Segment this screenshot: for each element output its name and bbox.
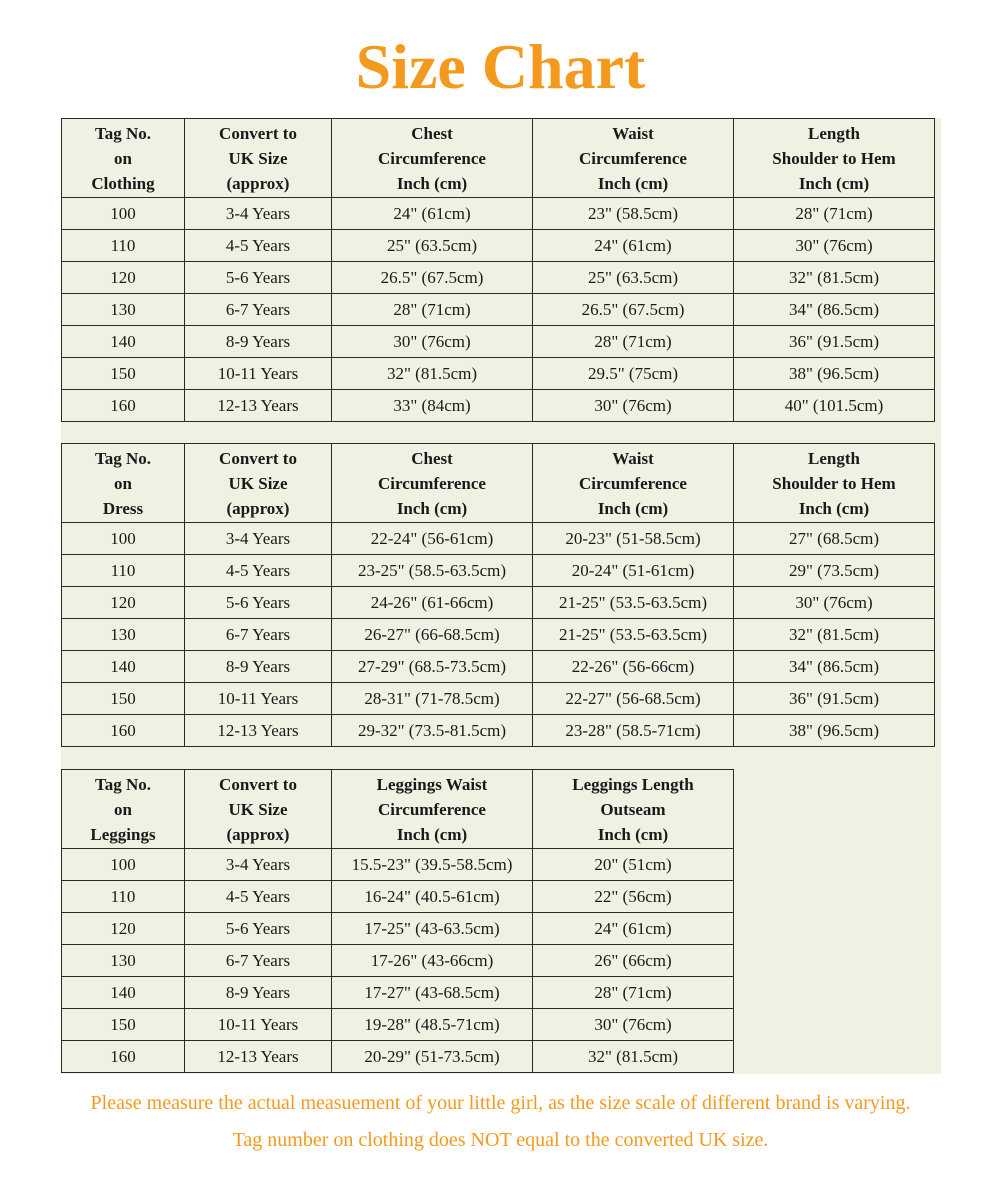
header-cell: [533, 444, 734, 523]
table-cell: 21-25" (53.5-63.5cm): [533, 619, 734, 651]
header-cell: [185, 770, 332, 849]
header-line: Convert to: [219, 774, 297, 794]
table-cell: 160: [62, 715, 185, 747]
table-cell: 26.5" (67.5cm): [332, 262, 533, 294]
header-line: Clothing: [91, 173, 155, 193]
table-row: [62, 390, 935, 422]
header-cell: [734, 119, 935, 198]
header-line: Leggings Length: [572, 774, 694, 794]
header-line: Outseam: [600, 799, 666, 819]
table-cell: 28" (71cm): [734, 198, 935, 230]
header-line: Inch (cm): [798, 173, 870, 193]
header-line: Waist: [612, 123, 654, 143]
table-cell: 8-9 Years: [185, 326, 332, 358]
table-cell: 29.5" (75cm): [533, 358, 734, 390]
header-line: Inch (cm): [597, 824, 669, 844]
table-cell: 21-25" (53.5-63.5cm): [533, 587, 734, 619]
table-cell: 12-13 Years: [185, 715, 332, 747]
table-cell: 140: [62, 651, 185, 683]
table-cell: 23" (58.5cm): [533, 198, 734, 230]
table-cell: 5-6 Years: [185, 913, 332, 945]
header-cell: [332, 119, 533, 198]
table-row: [62, 1041, 734, 1073]
size-table-dress: [61, 443, 935, 747]
table-cell: 17-25" (43-63.5cm): [332, 913, 533, 945]
table-cell: 34" (86.5cm): [734, 651, 935, 683]
header-line: UK Size: [228, 473, 288, 493]
table-row: [62, 651, 935, 683]
table-cell: 40" (101.5cm): [734, 390, 935, 422]
table-cell: 10-11 Years: [185, 1009, 332, 1041]
table-cell: 23-28" (58.5-71cm): [533, 715, 734, 747]
table-cell: 33" (84cm): [332, 390, 533, 422]
table-cell: 130: [62, 619, 185, 651]
header-cell: [62, 119, 185, 198]
table-row: [62, 977, 734, 1009]
table-cell: 3-4 Years: [185, 523, 332, 555]
table-cell: 28" (71cm): [332, 294, 533, 326]
header-line: Inch (cm): [798, 498, 870, 518]
table-header-row: [62, 119, 935, 198]
table-cell: 38" (96.5cm): [734, 358, 935, 390]
header-line: Dress: [102, 498, 144, 518]
header-line: Length: [808, 448, 860, 468]
table-cell: 130: [62, 945, 185, 977]
header-line: Chest: [411, 448, 453, 468]
header-line: Inch (cm): [396, 824, 468, 844]
table-row: [62, 230, 935, 262]
header-line: UK Size: [228, 799, 288, 819]
table-cell: 6-7 Years: [185, 619, 332, 651]
table-cell: 120: [62, 913, 185, 945]
table-row: [62, 849, 734, 881]
table-row: [62, 262, 935, 294]
table-cell: 4-5 Years: [185, 555, 332, 587]
table-cell: 25" (63.5cm): [533, 262, 734, 294]
table-cell: 110: [62, 555, 185, 587]
table-cell: 36" (91.5cm): [734, 683, 935, 715]
table-cell: 150: [62, 683, 185, 715]
table-cell: 32" (81.5cm): [734, 262, 935, 294]
size-table-clothing: [61, 118, 935, 422]
header-cell: [734, 444, 935, 523]
table-cell: 100: [62, 523, 185, 555]
table-cell: 120: [62, 587, 185, 619]
table-row: [62, 945, 734, 977]
header-line: Waist: [612, 448, 654, 468]
table-cell: 24" (61cm): [533, 913, 734, 945]
table-header-row: [62, 444, 935, 523]
table-cell: 23-25" (58.5-63.5cm): [332, 555, 533, 587]
table-cell: 5-6 Years: [185, 262, 332, 294]
header-line: Circumference: [378, 473, 486, 493]
measurement-note: Please measure the actual measuement of your little girl, as the size scale of different brand is varying.: [90, 1092, 911, 1114]
table-cell: 26.5" (67.5cm): [533, 294, 734, 326]
table-cell: 22" (56cm): [533, 881, 734, 913]
table-cell: 20-29" (51-73.5cm): [332, 1041, 533, 1073]
table-cell: 19-28" (48.5-71cm): [332, 1009, 533, 1041]
table-cell: 22-24" (56-61cm): [332, 523, 533, 555]
header-line: Tag No.: [94, 774, 152, 794]
table-row: [62, 326, 935, 358]
header-line: Circumference: [378, 799, 486, 819]
table-cell: 6-7 Years: [185, 294, 332, 326]
table-cell: 20-24" (51-61cm): [533, 555, 734, 587]
table-cell: 160: [62, 390, 185, 422]
table-cell: 30" (76cm): [533, 390, 734, 422]
table-header-row: [62, 770, 734, 849]
header-line: Circumference: [579, 473, 687, 493]
table-row: [62, 198, 935, 230]
table-cell: 15.5-23" (39.5-58.5cm): [332, 849, 533, 881]
table-cell: 22-27" (56-68.5cm): [533, 683, 734, 715]
header-cell: [185, 119, 332, 198]
table-cell: 16-24" (40.5-61cm): [332, 881, 533, 913]
table-cell: 28" (71cm): [533, 977, 734, 1009]
table-cell: 4-5 Years: [185, 881, 332, 913]
table-row: [62, 1009, 734, 1041]
header-line: on: [114, 799, 132, 819]
table-cell: 12-13 Years: [185, 390, 332, 422]
table-row: [62, 587, 935, 619]
table-cell: 22-26" (56-66cm): [533, 651, 734, 683]
table-cell: 29-32" (73.5-81.5cm): [332, 715, 533, 747]
table-row: [62, 555, 935, 587]
header-line: Circumference: [579, 148, 687, 168]
table-cell: 30" (76cm): [734, 230, 935, 262]
table-cell: 36" (91.5cm): [734, 326, 935, 358]
table-cell: 34" (86.5cm): [734, 294, 935, 326]
header-line: Tag No.: [94, 448, 152, 468]
header-line: Inch (cm): [597, 498, 669, 518]
size-table-leggings: [61, 769, 734, 1073]
table-cell: 3-4 Years: [185, 198, 332, 230]
table-cell: 27-29" (68.5-73.5cm): [332, 651, 533, 683]
table-row: [62, 294, 935, 326]
table-row: [62, 715, 935, 747]
header-cell: [185, 444, 332, 523]
table-cell: 32" (81.5cm): [734, 619, 935, 651]
header-line: Inch (cm): [396, 173, 468, 193]
table-cell: 12-13 Years: [185, 1041, 332, 1073]
header-line: Inch (cm): [597, 173, 669, 193]
table-cell: 8-9 Years: [185, 977, 332, 1009]
header-line: on: [114, 473, 132, 493]
header-cell: [533, 770, 734, 849]
header-line: Length: [808, 123, 860, 143]
header-line: Inch (cm): [396, 498, 468, 518]
header-line: on: [114, 148, 132, 168]
table-row: [62, 881, 734, 913]
table-cell: 150: [62, 358, 185, 390]
table-cell: 30" (76cm): [734, 587, 935, 619]
header-cell: [533, 119, 734, 198]
header-cell: [332, 444, 533, 523]
table-cell: 140: [62, 977, 185, 1009]
table-cell: 28-31" (71-78.5cm): [332, 683, 533, 715]
table-cell: 110: [62, 230, 185, 262]
table-cell: 100: [62, 849, 185, 881]
table-row: [62, 683, 935, 715]
header-line: (approx): [226, 498, 290, 518]
header-line: Leggings Waist: [376, 774, 488, 794]
table-cell: 25" (63.5cm): [332, 230, 533, 262]
table-cell: 130: [62, 294, 185, 326]
header-line: Shoulder to Hem: [772, 473, 896, 493]
table-cell: 3-4 Years: [185, 849, 332, 881]
header-line: UK Size: [228, 148, 288, 168]
table-cell: 30" (76cm): [533, 1009, 734, 1041]
header-line: (approx): [226, 824, 290, 844]
table-cell: 110: [62, 881, 185, 913]
table-cell: 20" (51cm): [533, 849, 734, 881]
table-cell: 100: [62, 198, 185, 230]
header-cell: [62, 444, 185, 523]
table-cell: 150: [62, 1009, 185, 1041]
table-row: [62, 913, 734, 945]
table-cell: 24" (61cm): [533, 230, 734, 262]
table-cell: 8-9 Years: [185, 651, 332, 683]
table-row: [62, 358, 935, 390]
header-line: Convert to: [219, 123, 297, 143]
table-cell: 17-26" (43-66cm): [332, 945, 533, 977]
header-line: Circumference: [378, 148, 486, 168]
table-cell: 28" (71cm): [533, 326, 734, 358]
table-cell: 17-27" (43-68.5cm): [332, 977, 533, 1009]
table-cell: 32" (81.5cm): [332, 358, 533, 390]
table-row: [62, 619, 935, 651]
table-cell: 120: [62, 262, 185, 294]
table-cell: 32" (81.5cm): [533, 1041, 734, 1073]
table-cell: 26" (66cm): [533, 945, 734, 977]
table-cell: 160: [62, 1041, 185, 1073]
table-row: [62, 523, 935, 555]
table-cell: 38" (96.5cm): [734, 715, 935, 747]
header-cell: [62, 770, 185, 849]
table-cell: 27" (68.5cm): [734, 523, 935, 555]
table-cell: 10-11 Years: [185, 683, 332, 715]
header-line: (approx): [226, 173, 290, 193]
table-cell: 24" (61cm): [332, 198, 533, 230]
table-cell: 26-27" (66-68.5cm): [332, 619, 533, 651]
page-title: Size Chart: [355, 31, 646, 102]
header-line: Tag No.: [94, 123, 152, 143]
header-line: Leggings: [90, 824, 156, 844]
table-cell: 140: [62, 326, 185, 358]
header-line: Shoulder to Hem: [772, 148, 896, 168]
table-cell: 24-26" (61-66cm): [332, 587, 533, 619]
table-cell: 4-5 Years: [185, 230, 332, 262]
table-cell: 10-11 Years: [185, 358, 332, 390]
header-line: Chest: [411, 123, 453, 143]
table-cell: 29" (73.5cm): [734, 555, 935, 587]
table-cell: 5-6 Years: [185, 587, 332, 619]
table-cell: 30" (76cm): [332, 326, 533, 358]
header-cell: [332, 770, 533, 849]
header-line: Convert to: [219, 448, 297, 468]
tag-number-note: Tag number on clothing does NOT equal to the converted UK size.: [232, 1129, 769, 1151]
table-cell: 6-7 Years: [185, 945, 332, 977]
table-cell: 20-23" (51-58.5cm): [533, 523, 734, 555]
